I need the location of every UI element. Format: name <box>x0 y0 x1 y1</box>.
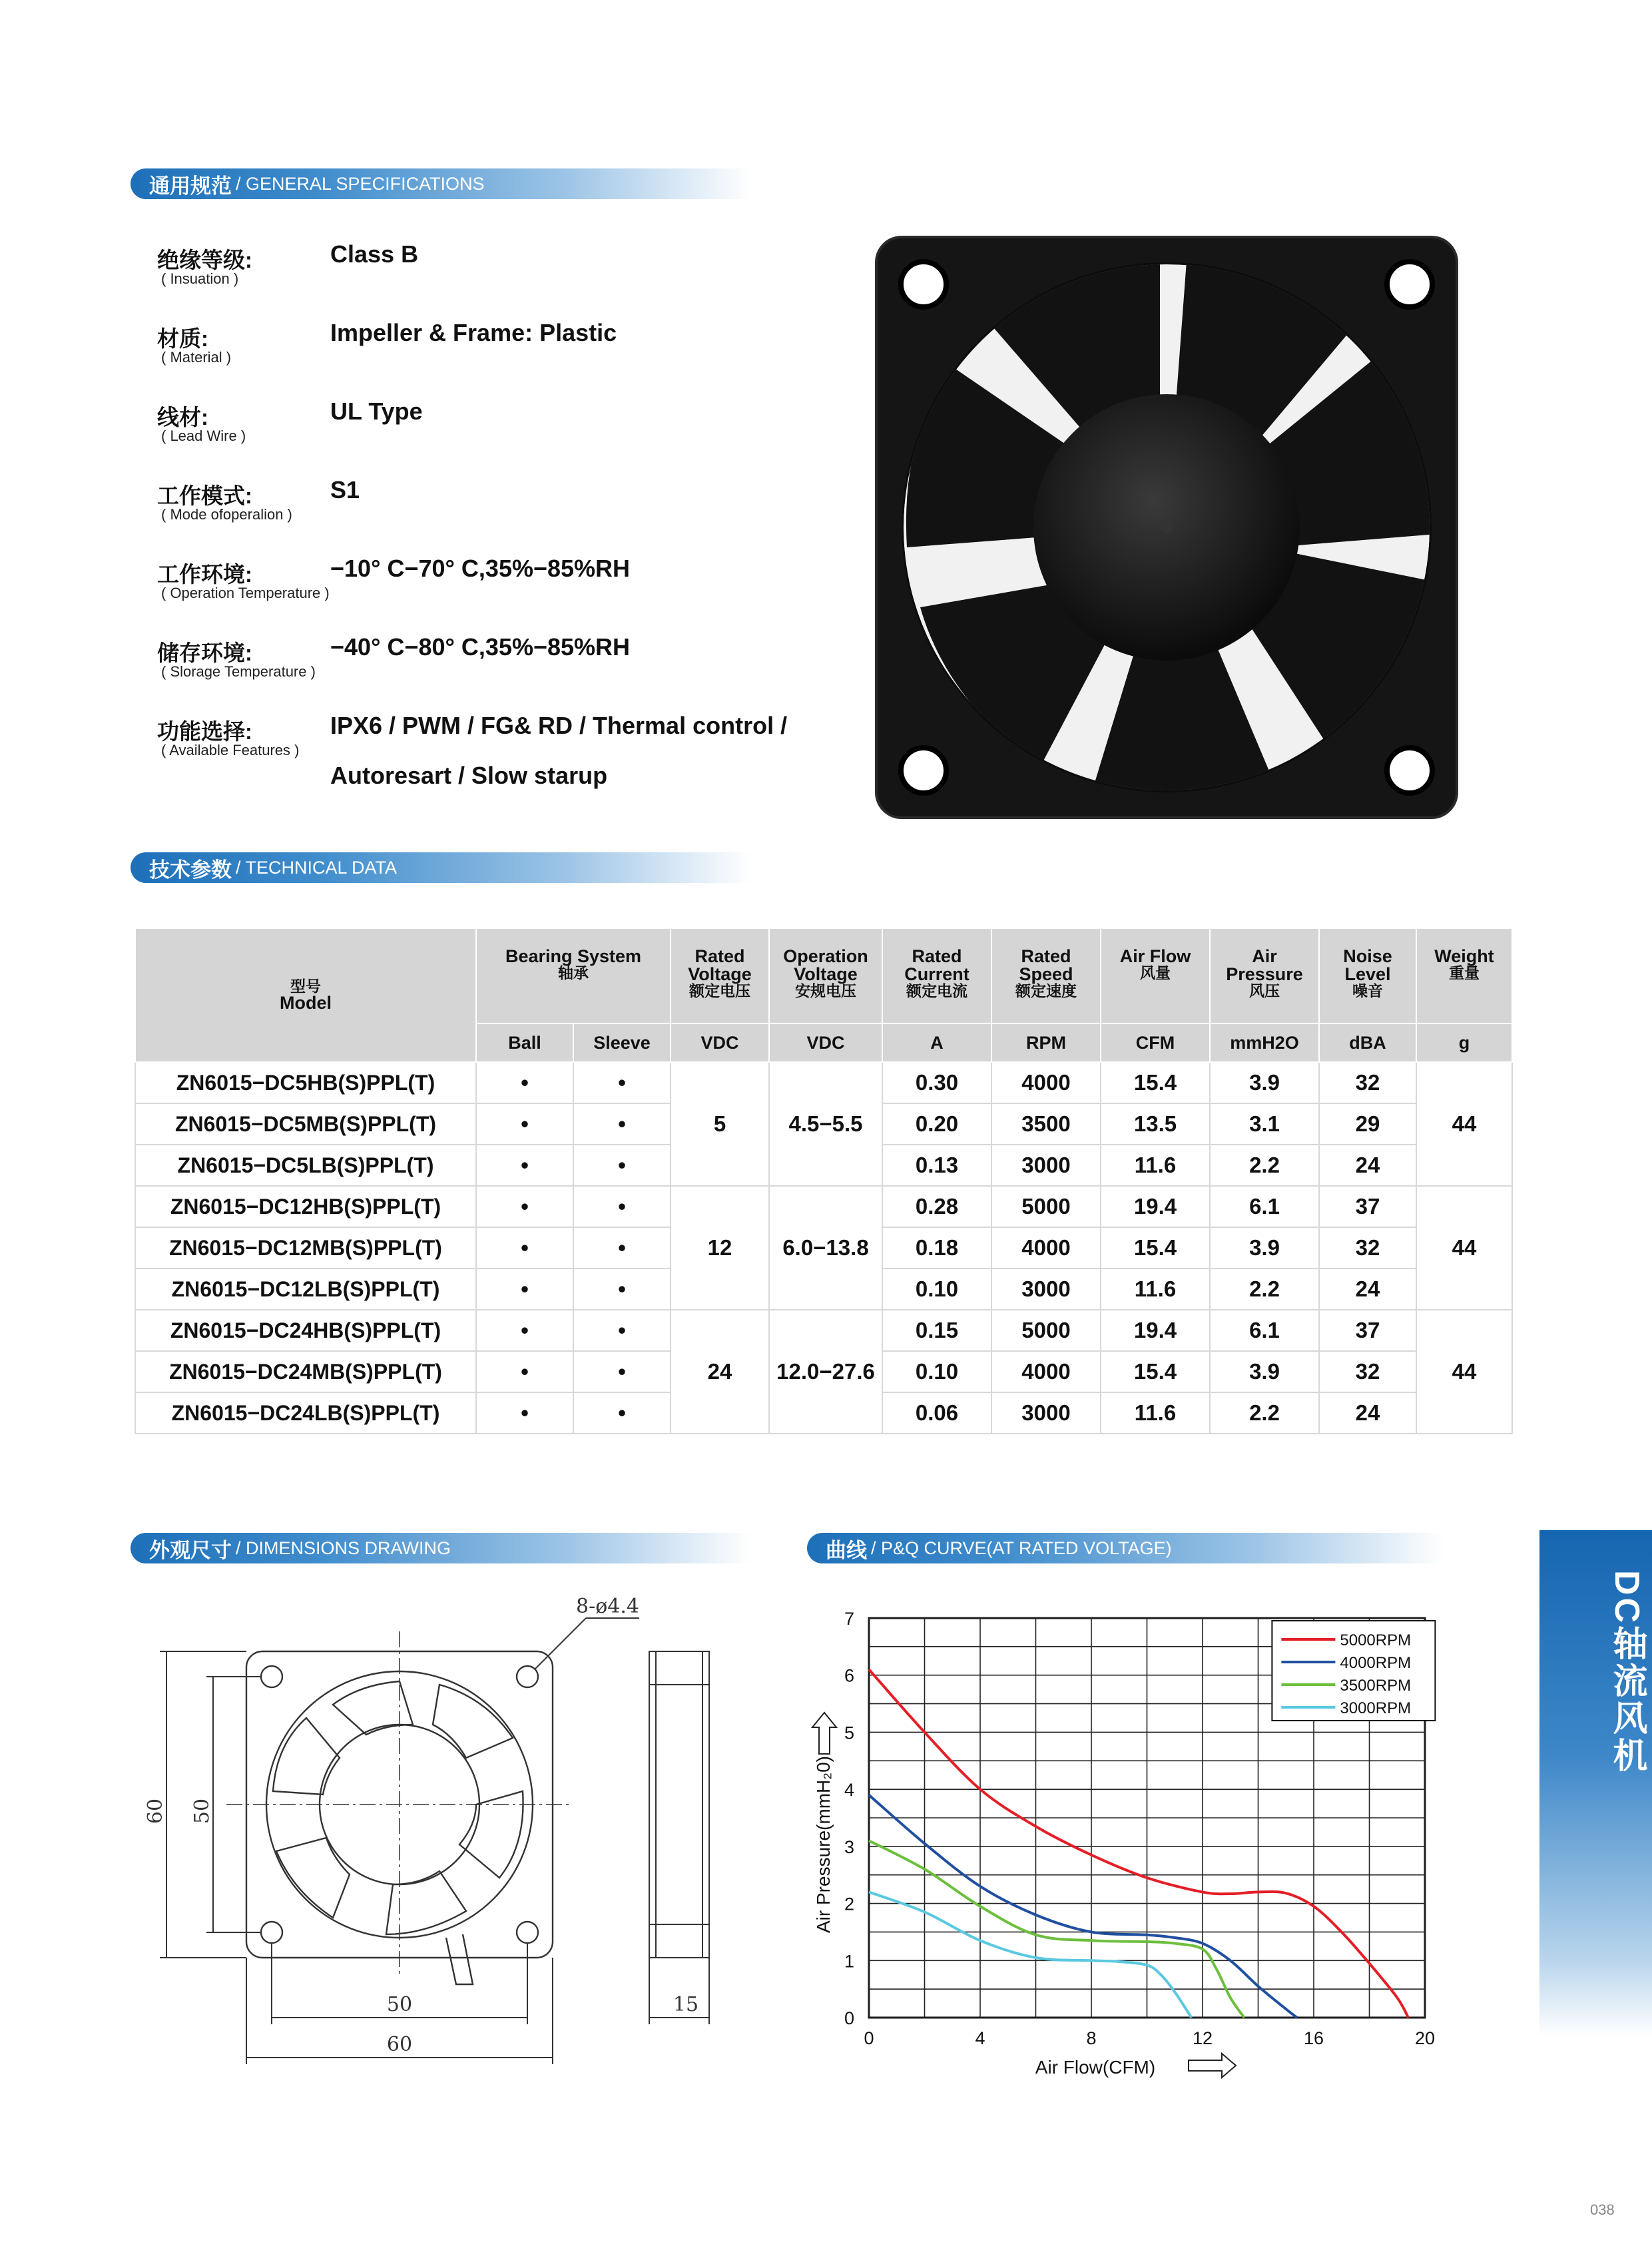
spec-value: Class B <box>330 240 419 268</box>
model-cell: ZN6015−DC5LB(S)PPL(T) <box>135 1145 476 1186</box>
sleeve-bullet: • <box>573 1103 671 1145</box>
unit-cell: VDC <box>671 1023 769 1062</box>
op-voltage-cell: 12.0−27.6 <box>769 1310 882 1434</box>
header-en: Level <box>1344 964 1391 984</box>
spec-label-cn: 线材: <box>157 405 208 429</box>
unit-cell: RPM <box>991 1023 1101 1062</box>
y-tick-label: 1 <box>844 1951 854 1972</box>
header-model <box>135 928 476 1062</box>
pressure-cell: 3.9 <box>1210 1351 1319 1392</box>
speed-cell: 4000 <box>991 1062 1101 1103</box>
header-en: Noise <box>1343 946 1392 966</box>
spec-label-en: ( Insuation ) <box>161 270 239 287</box>
spec-value: Impeller & Frame: Plastic <box>330 319 617 346</box>
sleeve-bullet: • <box>573 1268 671 1310</box>
y-tick-label: 0 <box>844 2008 854 2028</box>
header-rated-speed <box>991 928 1101 1023</box>
noise-cell: 37 <box>1319 1186 1416 1227</box>
header-en: Speed <box>1019 964 1073 984</box>
weight-cell: 44 <box>1416 1062 1512 1186</box>
y-tick-label: 2 <box>844 1894 854 1914</box>
unit-cell: A <box>882 1023 991 1062</box>
header-en: Voltage <box>794 964 858 984</box>
speed-cell: 5000 <box>991 1186 1101 1227</box>
pressure-cell: 6.1 <box>1210 1310 1319 1351</box>
spec-label-cn: 材质: <box>157 326 208 351</box>
flow-cell: 19.4 <box>1101 1310 1210 1351</box>
header-en: Air Flow <box>1119 946 1191 966</box>
header-en: Model <box>280 992 332 1013</box>
speed-cell: 3000 <box>991 1392 1101 1434</box>
sleeve-bullet: • <box>573 1310 671 1351</box>
flow-cell: 13.5 <box>1101 1103 1210 1145</box>
dim-label: 60 <box>386 2033 413 2056</box>
op-voltage-cell: 6.0−13.8 <box>769 1186 882 1310</box>
y-tick-label: 7 <box>844 1609 854 1629</box>
header-cn: 安规电压 <box>795 982 856 999</box>
unit-cell: dBA <box>1319 1023 1416 1062</box>
spec-value: UL Type <box>330 398 423 425</box>
header-cn: 重量 <box>1449 964 1480 981</box>
header-en: Voltage <box>688 964 752 984</box>
header-bearing <box>476 928 671 1023</box>
arrow-up-icon <box>812 1713 836 1754</box>
spec-label-cn: 功能选择: <box>157 719 252 744</box>
speed-cell: 3000 <box>991 1268 1101 1310</box>
sleeve-bullet: • <box>573 1392 671 1434</box>
speed-cell: 3500 <box>991 1103 1101 1145</box>
header-en: Current <box>904 964 969 984</box>
dim-label: 15 <box>673 1993 699 2016</box>
dim-label: 60 <box>144 1798 167 1824</box>
current-cell: 0.28 <box>882 1186 991 1227</box>
model-cell: ZN6015−DC12MB(S)PPL(T) <box>135 1227 476 1268</box>
ball-bullet: • <box>476 1310 573 1351</box>
unit-cell: Ball <box>476 1023 573 1062</box>
flow-cell: 15.4 <box>1101 1062 1210 1103</box>
header-cn: 型号 <box>290 977 321 995</box>
header-cn: 额定速度 <box>1015 982 1077 999</box>
noise-cell: 29 <box>1319 1103 1416 1145</box>
current-cell: 0.10 <box>882 1351 991 1392</box>
model-cell: ZN6015−DC24LB(S)PPL(T) <box>135 1392 476 1434</box>
spec-label-en: ( Operation Temperature ) <box>161 585 330 601</box>
current-cell: 0.18 <box>882 1227 991 1268</box>
ball-bullet: • <box>476 1392 573 1434</box>
spec-label-en: ( Slorage Temperature ) <box>161 663 316 680</box>
sleeve-bullet: • <box>573 1227 671 1268</box>
header-cn: 风压 <box>1249 982 1280 999</box>
header-en: Rated <box>912 946 962 966</box>
section-title-cn: 外观尺寸 <box>149 1538 232 1562</box>
chart-legend <box>1272 1621 1435 1721</box>
section-title-en: / DIMENSIONS DRAWING <box>236 1538 451 1558</box>
header-en: Pressure <box>1226 964 1303 984</box>
flow-cell: 15.4 <box>1101 1227 1210 1268</box>
speed-cell: 3000 <box>991 1145 1101 1186</box>
y-tick-label: 6 <box>844 1665 854 1686</box>
section-header-general <box>131 168 751 199</box>
x-tick-label: 20 <box>1414 2028 1436 2048</box>
unit-cell: g <box>1416 1023 1512 1062</box>
spec-label-en: ( Mode ofoperalion ) <box>161 506 292 523</box>
model-cell: ZN6015−DC12HB(S)PPL(T) <box>135 1186 476 1227</box>
section-title-cn: 技术参数 <box>149 858 232 882</box>
unit-cell: CFM <box>1101 1023 1210 1062</box>
unit-cell: Sleeve <box>573 1023 671 1062</box>
pressure-cell: 2.2 <box>1210 1392 1319 1434</box>
ball-bullet: • <box>476 1351 573 1392</box>
current-cell: 0.15 <box>882 1310 991 1351</box>
pressure-cell: 3.1 <box>1210 1103 1319 1145</box>
section-title-cn: 通用规范 <box>149 174 232 198</box>
x-tick-label: 8 <box>1086 2028 1097 2048</box>
side-category-tab <box>1539 1530 1652 2036</box>
ball-bullet: • <box>476 1227 573 1268</box>
dimensions-drawing <box>133 1591 746 2084</box>
rated-voltage-cell: 12 <box>671 1186 769 1310</box>
model-cell: ZN6015−DC24HB(S)PPL(T) <box>135 1310 476 1351</box>
header-rated-current <box>882 928 991 1023</box>
pressure-cell: 3.9 <box>1210 1062 1319 1103</box>
ball-bullet: • <box>476 1145 573 1186</box>
ball-bullet: • <box>476 1062 573 1103</box>
pressure-cell: 2.2 <box>1210 1268 1319 1310</box>
current-cell: 0.20 <box>882 1103 991 1145</box>
arrow-right-icon <box>1189 2054 1236 2078</box>
pressure-cell: 6.1 <box>1210 1186 1319 1227</box>
header-rated-voltage <box>671 928 769 1023</box>
spec-label-cn: 工作模式: <box>157 483 252 508</box>
hole-callout-label: 8-ø4.4 <box>576 1595 639 1618</box>
current-cell: 0.10 <box>882 1268 991 1310</box>
ball-bullet: • <box>476 1268 573 1310</box>
noise-cell: 24 <box>1319 1392 1416 1434</box>
weight-cell: 44 <box>1416 1310 1512 1434</box>
op-voltage-cell: 4.5−5.5 <box>769 1062 882 1186</box>
legend-label: 4000RPM <box>1340 1654 1412 1672</box>
sleeve-bullet: • <box>573 1351 671 1392</box>
table-row <box>135 1310 1512 1351</box>
page-number: 038 <box>1590 2201 1615 2218</box>
ball-bullet: • <box>476 1186 573 1227</box>
table-row <box>135 1062 1512 1103</box>
x-axis-label: Air Flow(CFM) <box>1035 2057 1156 2078</box>
flow-cell: 11.6 <box>1101 1145 1210 1186</box>
section-header-dimensions <box>131 1533 751 1563</box>
model-cell: ZN6015−DC5MB(S)PPL(T) <box>135 1103 476 1145</box>
x-tick-label: 16 <box>1303 2028 1324 2048</box>
noise-cell: 32 <box>1319 1351 1416 1392</box>
technical-data-table <box>135 928 1513 1434</box>
model-cell: ZN6015−DC5HB(S)PPL(T) <box>135 1062 476 1103</box>
spec-value: −40° C−80° C,35%−85%RH <box>330 633 631 661</box>
section-header-technical <box>131 852 751 883</box>
spec-value: S1 <box>330 476 360 503</box>
noise-cell: 32 <box>1319 1227 1416 1268</box>
flow-cell: 19.4 <box>1101 1186 1210 1227</box>
spec-label-cn: 绝缘等级: <box>157 248 252 272</box>
section-title-en: / GENERAL SPECIFICATIONS <box>236 173 485 194</box>
legend-label: 3500RPM <box>1340 1677 1412 1695</box>
speed-cell: 4000 <box>991 1227 1101 1268</box>
x-tick-label: 0 <box>864 2028 874 2048</box>
noise-cell: 37 <box>1319 1310 1416 1351</box>
speed-cell: 4000 <box>991 1351 1101 1392</box>
current-cell: 0.13 <box>882 1145 991 1186</box>
sleeve-bullet: • <box>573 1145 671 1186</box>
x-tick-label: 4 <box>975 2028 985 2048</box>
header-en: Rated <box>694 946 745 966</box>
sleeve-bullet: • <box>573 1186 671 1227</box>
pq-curve-chart <box>792 1591 1458 2091</box>
noise-cell: 24 <box>1319 1268 1416 1310</box>
spec-label-en: ( Lead Wire ) <box>161 427 246 444</box>
unit-cell: mmH2O <box>1210 1023 1319 1062</box>
section-title-en: / TECHNICAL DATA <box>236 857 398 878</box>
spec-label-en: ( Available Features ) <box>161 742 300 758</box>
fan-product-photo <box>874 234 1460 820</box>
section-title-en: / P&Q CURVE(AT RATED VOLTAGE) <box>871 1538 1172 1558</box>
noise-cell: 24 <box>1319 1145 1416 1186</box>
y-tick-label: 4 <box>844 1780 854 1801</box>
section-title-cn: 曲线 <box>826 1538 867 1562</box>
side-tab-label: DC轴流风机 <box>1607 1570 1646 1775</box>
header-cn: 额定电压 <box>689 982 750 999</box>
header-cn: 轴承 <box>558 964 589 981</box>
spec-label-cn: 工作环境: <box>157 562 252 587</box>
rated-voltage-cell: 5 <box>671 1062 769 1186</box>
spec-label-en: ( Material ) <box>161 349 232 366</box>
header-en: Operation <box>783 946 868 966</box>
pressure-cell: 3.9 <box>1210 1227 1319 1268</box>
header-en: Weight <box>1434 946 1494 966</box>
rated-voltage-cell: 24 <box>671 1310 769 1434</box>
section-header-curve <box>807 1533 1444 1563</box>
header-en: Bearing System <box>505 946 642 966</box>
current-cell: 0.06 <box>882 1392 991 1434</box>
header-cn: 额定电流 <box>906 982 967 999</box>
table-row <box>135 1186 1512 1227</box>
header-operation-voltage <box>769 928 882 1023</box>
flow-cell: 11.6 <box>1101 1268 1210 1310</box>
y-tick-label: 3 <box>844 1836 854 1857</box>
header-en: Air <box>1252 946 1277 966</box>
spec-label-cn: 储存环境: <box>157 641 252 665</box>
y-axis-label: Air Pressure(mmH₂0) <box>813 1756 834 1933</box>
dim-label: 50 <box>190 1798 214 1824</box>
header-cn: 风量 <box>1140 964 1171 981</box>
noise-cell: 32 <box>1319 1062 1416 1103</box>
spec-value-continued: Autoresart / Slow starup <box>330 762 608 789</box>
y-tick-label: 5 <box>844 1723 854 1743</box>
model-cell: ZN6015−DC24MB(S)PPL(T) <box>135 1351 476 1392</box>
header-air-flow <box>1101 928 1210 1023</box>
legend-label: 5000RPM <box>1340 1631 1412 1649</box>
header-air-pressure <box>1210 928 1319 1023</box>
pressure-cell: 2.2 <box>1210 1145 1319 1186</box>
model-cell: ZN6015−DC12LB(S)PPL(T) <box>135 1268 476 1310</box>
legend-label: 3000RPM <box>1340 1699 1412 1717</box>
spec-value: −10° C−70° C,35%−85%RH <box>330 555 631 582</box>
x-tick-label: 12 <box>1192 2028 1213 2048</box>
sleeve-bullet: • <box>573 1062 671 1103</box>
spec-value: IPX6 / PWM / FG& RD / Thermal control / <box>330 712 788 739</box>
ball-bullet: • <box>476 1103 573 1145</box>
header-cn: 噪音 <box>1352 982 1383 999</box>
current-cell: 0.30 <box>882 1062 991 1103</box>
dim-label: 50 <box>386 1993 413 2016</box>
flow-cell: 11.6 <box>1101 1392 1210 1434</box>
speed-cell: 5000 <box>991 1310 1101 1351</box>
header-noise-level <box>1319 928 1416 1023</box>
header-weight <box>1416 928 1512 1023</box>
weight-cell: 44 <box>1416 1186 1512 1310</box>
unit-cell: VDC <box>769 1023 882 1062</box>
header-en: Rated <box>1021 946 1071 966</box>
flow-cell: 15.4 <box>1101 1351 1210 1392</box>
